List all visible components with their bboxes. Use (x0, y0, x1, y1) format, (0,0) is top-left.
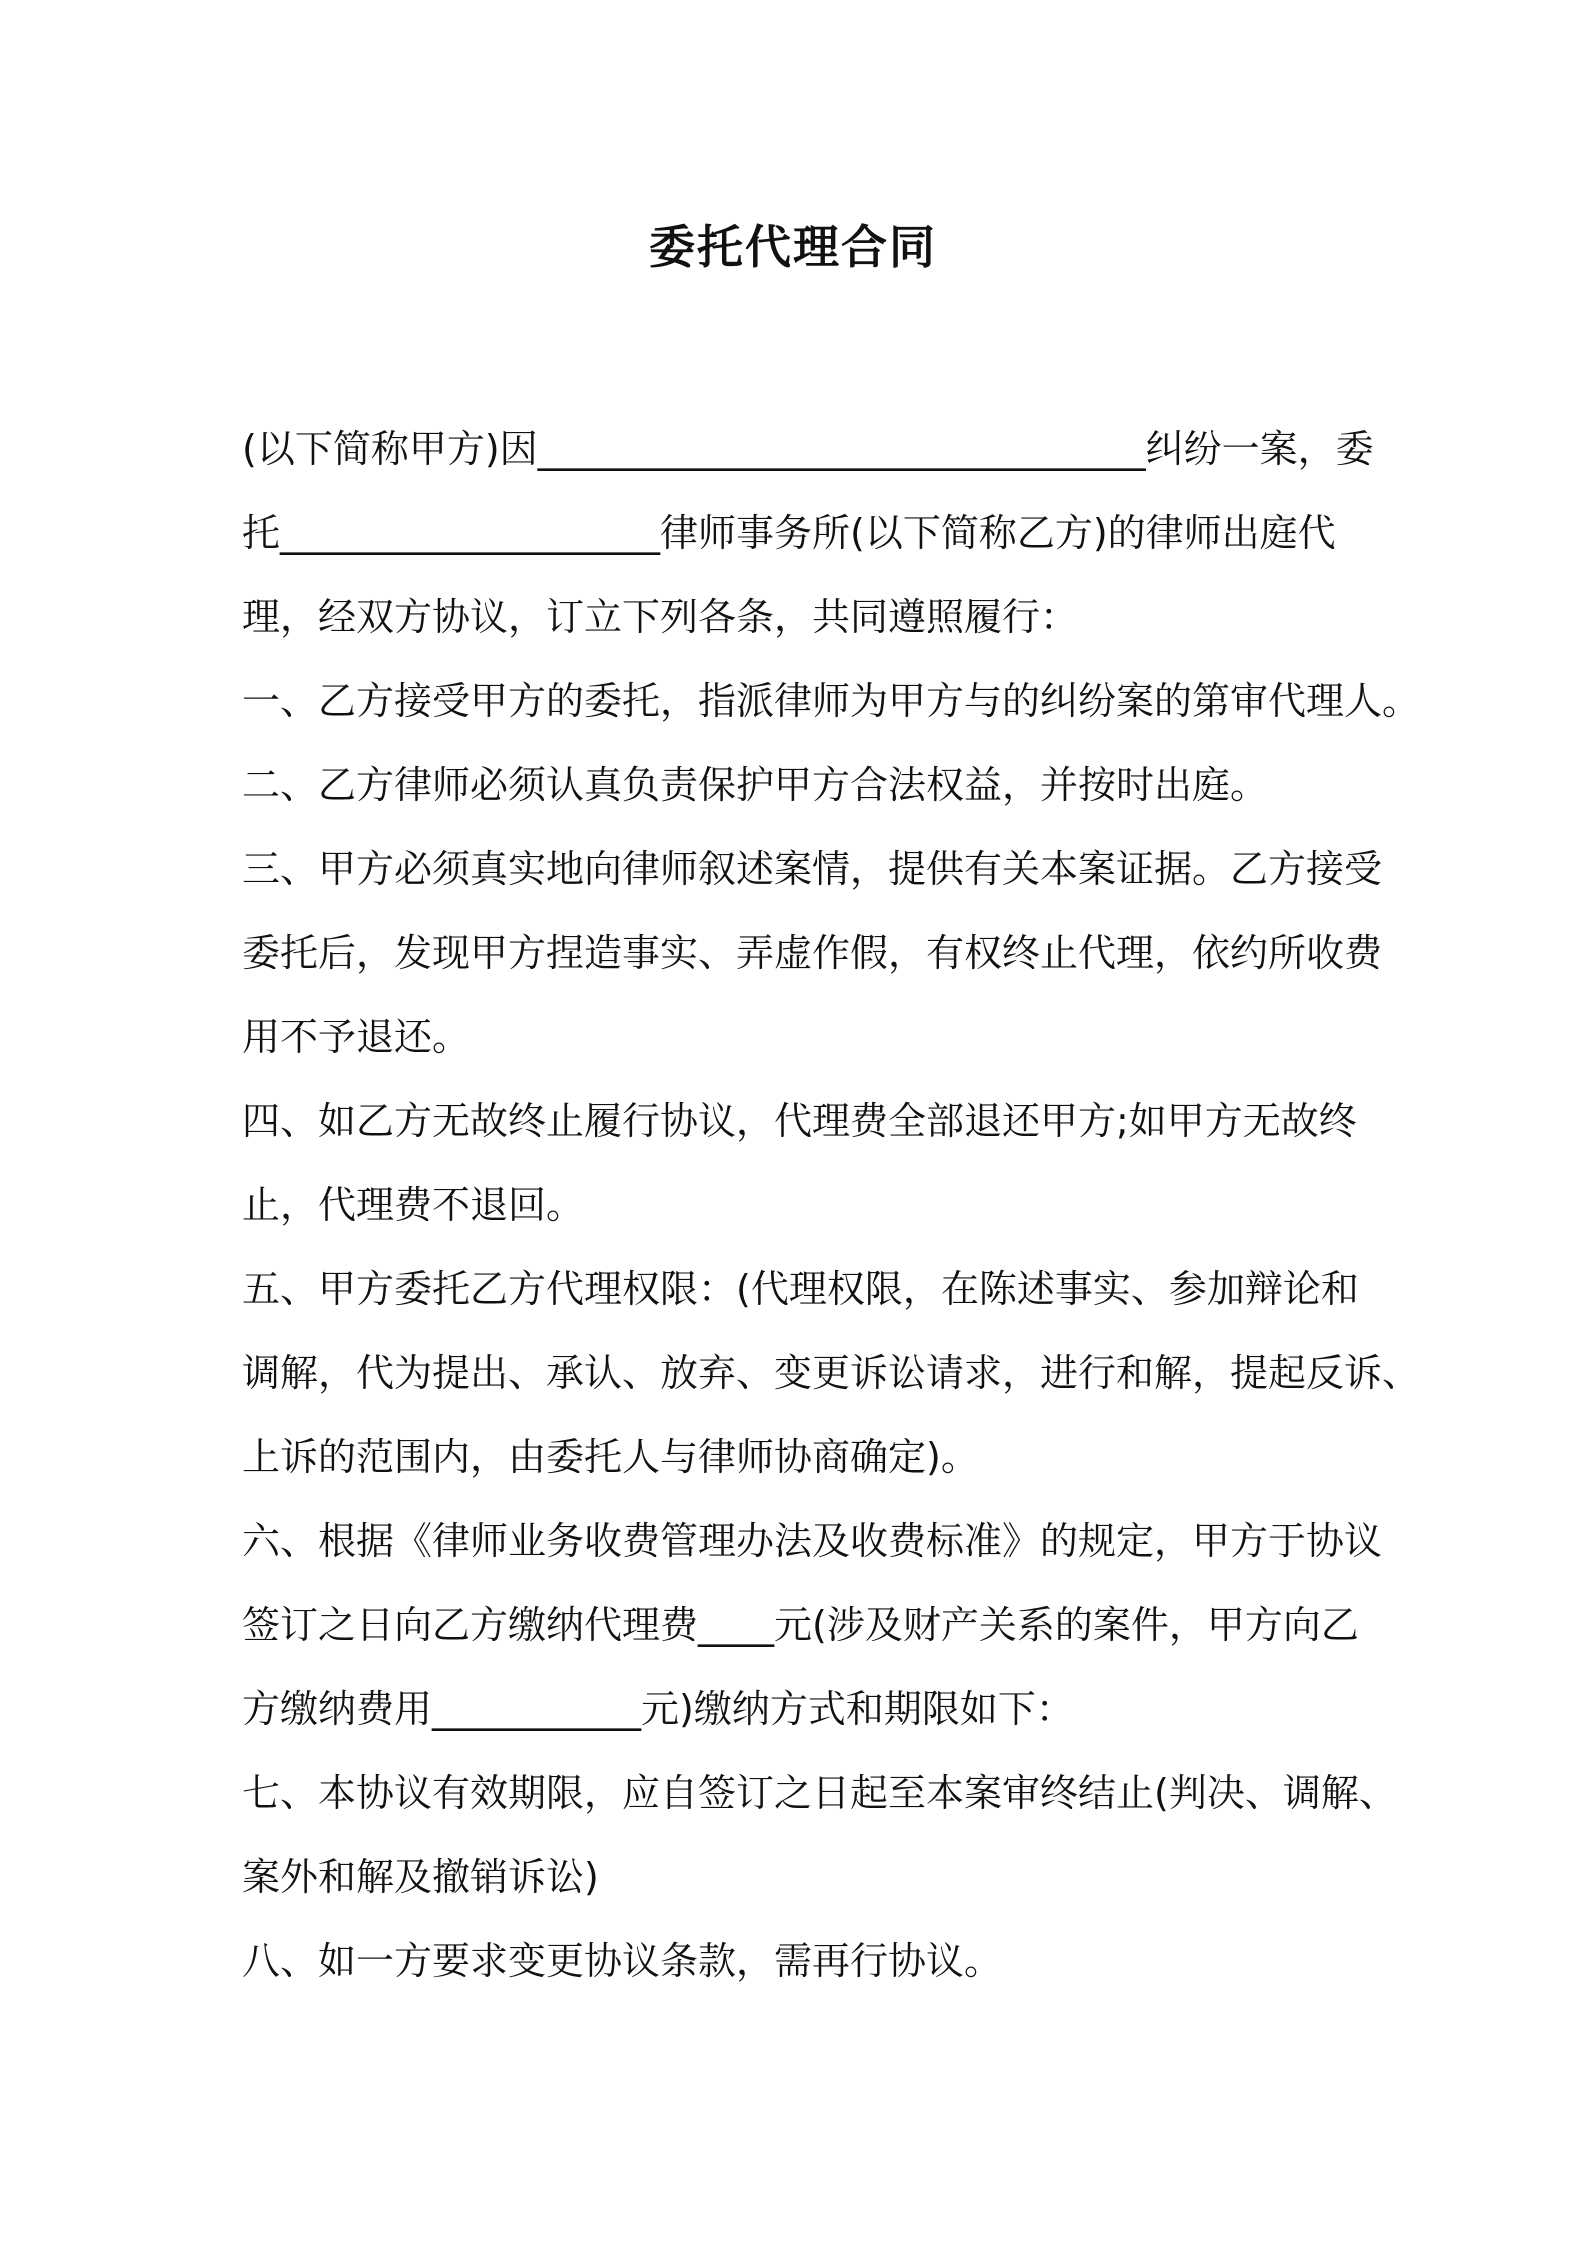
clause-8: 八、如一方要求变更协议条款，需再行协议。 (242, 1939, 1003, 1983)
clause-1: 一、乙方接受甲方的委托，指派律师为甲方与的纠纷案的第审代理人。 (242, 679, 1421, 723)
clause-7-cont: 案外和解及撤销诉讼) (242, 1855, 599, 1899)
clause-2: 二、乙方律师必须认真负责保护甲方合法权益，并按时出庭。 (242, 763, 1269, 807)
clause-4: 四、如乙方无故终止履行协议，代理费全部退还甲方;如甲方无故终 (242, 1099, 1357, 1143)
clause-3: 三、甲方必须真实地向律师叙述案情，提供有关本案证据。乙方接受 (242, 847, 1383, 891)
body-line: (以下简称甲方)因________________________________纠纷一案，委 (242, 427, 1374, 471)
clause-4-cont: 止，代理费不退回。 (242, 1183, 585, 1227)
clause-3-cont: 用不予退还。 (242, 1015, 471, 1059)
clause-5: 五、甲方委托乙方代理权限：(代理权限，在陈述事实、参加辩论和 (242, 1267, 1359, 1311)
contract-body (242, 407, 1421, 2003)
body-line: 托____________________律师事务所(以下简称乙方)的律师出庭代 (242, 511, 1336, 555)
body-line: 理，经双方协议，订立下列各条，共同遵照履行： (242, 595, 1079, 639)
clause-3-cont: 委托后，发现甲方捏造事实、弄虚作假，有权终止代理，依约所收费 (242, 931, 1383, 975)
clause-6-cont: 方缴纳费用___________元)缴纳方式和期限如下： (242, 1687, 1074, 1731)
document-title: 委托代理合同 (649, 220, 937, 274)
clause-7: 七、本协议有效期限，应自签订之日起至本案审终结止(判决、调解、 (242, 1771, 1397, 1815)
clause-6: 六、根据《律师业务收费管理办法及收费标准》的规定，甲方于协议 (242, 1519, 1383, 1563)
clause-5-cont: 调解，代为提出、承认、放弃、变更诉讼请求，进行和解，提起反诉、 (242, 1351, 1421, 1395)
clause-6-cont: 签订之日向乙方缴纳代理费____元(涉及财产关系的案件，甲方向乙 (242, 1603, 1359, 1647)
clause-5-cont: 上诉的范围内，由委托人与律师协商确定)。 (242, 1435, 979, 1479)
